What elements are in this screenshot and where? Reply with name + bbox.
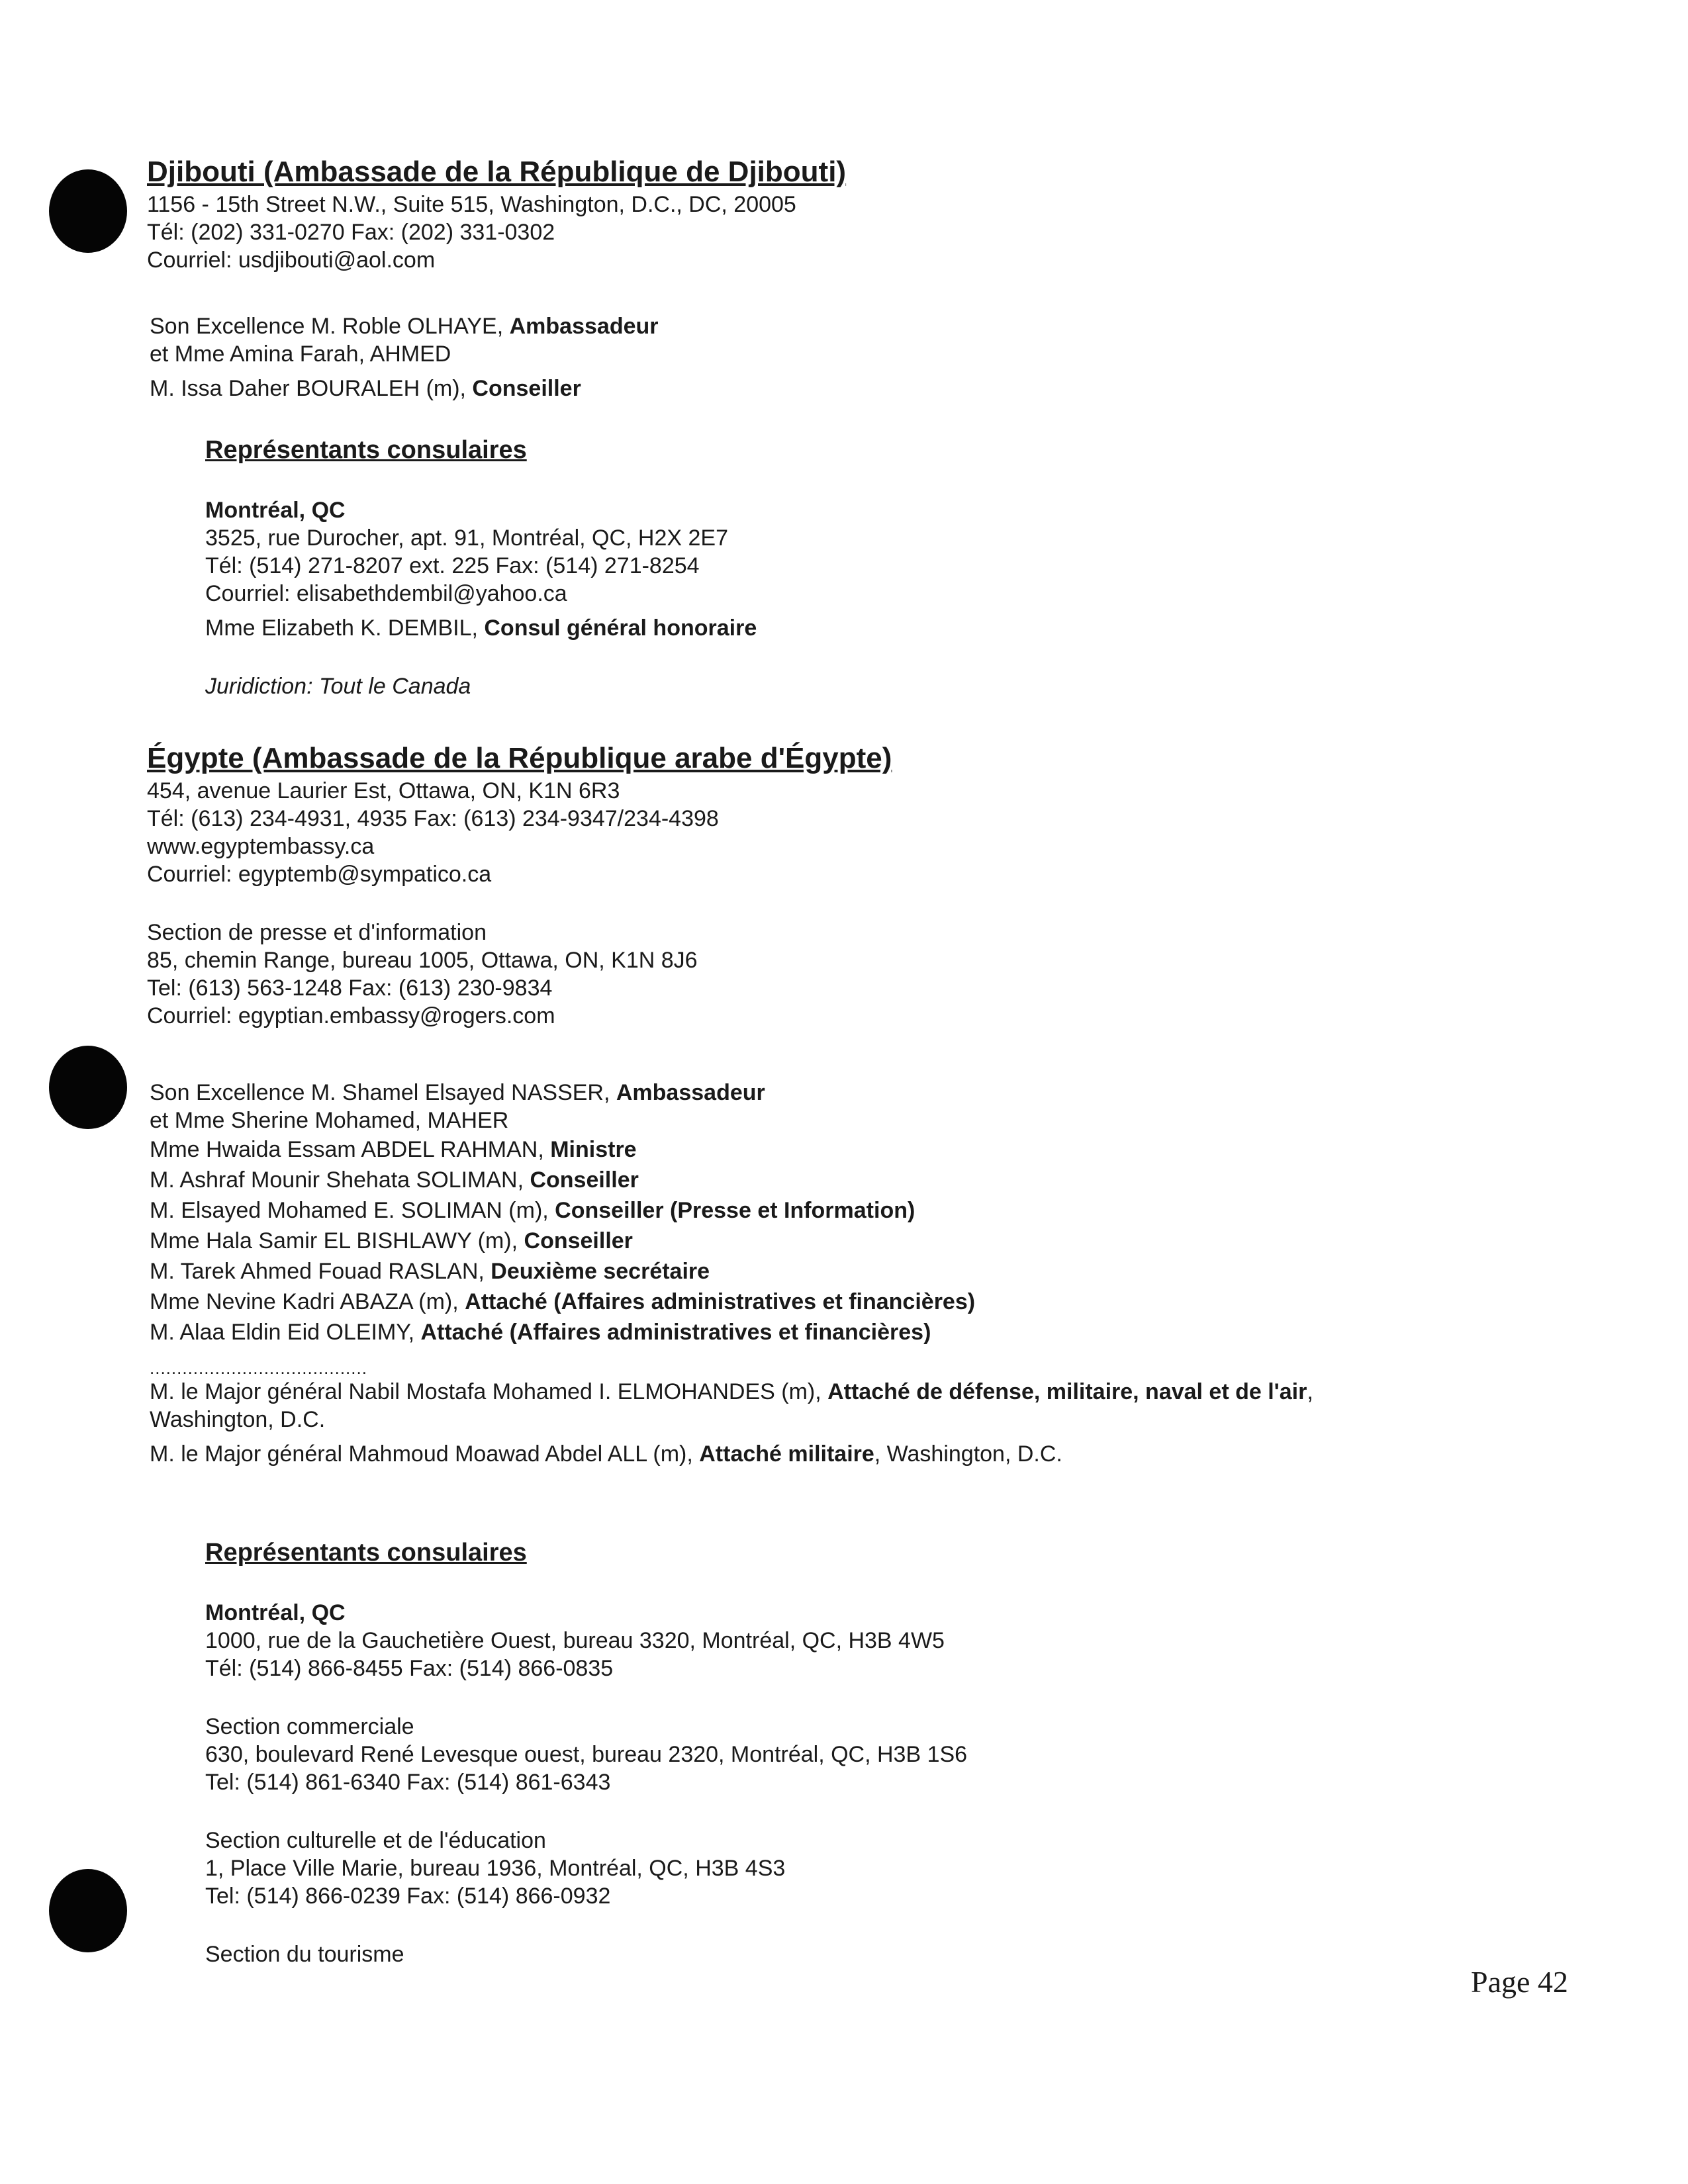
djibouti-email: Courriel: usdjibouti@aol.com [147,248,436,273]
punch-hole-bottom [49,1869,127,1952]
commercial-section-address: 630, boulevard René Levesque ouest, bureau 2320, Montréal, QC, H3B 1S6 [205,1742,968,1767]
djibouti-heading: Djibouti (Ambassade de la République de Djibouti) [147,156,847,188]
egypt-military-list [150,1358,1313,1468]
egypt-address: 454, avenue Laurier Est, Ottawa, ON, K1N 6R3 [147,778,620,803]
egypt-phone: Tél: (613) 234-4931, 4935 Fax: (613) 234-9347/234-4398 [147,806,719,831]
commercial-section-phone: Tel: (514) 861-6340 Fax: (514) 861-6343 [205,1770,611,1795]
staff-entry: et Mme Sherine Mohamed, MAHER [150,1108,509,1133]
staff-entry: et Mme Amina Farah, AHMED [150,341,451,367]
consular-city: Montréal, QC [205,1600,346,1625]
staff-entry: Son Excellence M. Shamel Elsayed NASSER, Ambassadeur [150,1080,765,1105]
consular-contact: Mme Elizabeth K. DEMBIL, Consul général honoraire [205,615,757,641]
staff-entry: Mme Nevine Kadri ABAZA (m), Attaché (Affaires administratives et financières) [150,1289,976,1314]
punch-hole-middle [49,1046,127,1129]
press-section-address: 85, chemin Range, bureau 1005, Ottawa, ON, K1N 8J6 [147,948,698,973]
commercial-section-label: Section commerciale [205,1714,414,1739]
djibouti-phone: Tél: (202) 331-0270 Fax: (202) 331-0302 [147,220,555,245]
staff-entry: Mme Hwaida Essam ABDEL RAHMAN, Ministre [150,1137,637,1162]
press-section-email: Courriel: egyptian.embassy@rogers.com [147,1003,555,1028]
egypt-consular-block [205,1537,967,1968]
consular-email: Courriel: elisabethdembil@yahoo.ca [205,581,567,606]
staff-entry: M. Alaa Eldin Eid OLEIMY, Attaché (Affaires administratives et financières) [150,1320,931,1345]
consular-address: 1000, rue de la Gauchetière Ouest, bureau 3320, Montréal, QC, H3B 4W5 [205,1628,945,1653]
consular-jurisdiction: Juridiction: Tout le Canada [205,674,471,699]
egypt-embassy-block [147,740,892,1030]
cultural-section-phone: Tel: (514) 866-0239 Fax: (514) 866-0932 [205,1884,611,1909]
consular-phone: Tél: (514) 271-8207 ext. 225 Fax: (514) 271-8254 [205,553,700,578]
egypt-email: Courriel: egyptemb@sympatico.ca [147,862,492,887]
egypt-heading: Égypte (Ambassade de la République arabe d'Égypte) [147,742,892,774]
military-entry: M. le Major général Mahmoud Moawad Abdel ALL (m), Attaché militaire, Washington, D.C. [150,1441,1062,1467]
consular-phone: Tél: (514) 866-8455 Fax: (514) 866-0835 [205,1656,614,1681]
consular-heading: Représentants consulaires [205,436,527,464]
military-entry-continued: Washington, D.C. [150,1407,326,1432]
cultural-section-address: 1, Place Ville Marie, bureau 1936, Montréal, QC, H3B 4S3 [205,1856,786,1881]
staff-entry: M. Issa Daher BOURALEH (m), Conseiller [150,376,581,401]
djibouti-staff-list [150,312,659,402]
consular-address: 3525, rue Durocher, apt. 91, Montréal, QC, H2X 2E7 [205,525,728,551]
consular-heading: Représentants consulaires [205,1539,527,1567]
staff-entry: M. Ashraf Mounir Shehata SOLIMAN, Conseiller [150,1167,639,1193]
military-entry: M. le Major général Nabil Mostafa Mohamed I. ELMOHANDES (m), Attaché de défense, militaire, naval et de l'air, [150,1379,1313,1404]
staff-entry: Mme Hala Samir EL BISHLAWY (m), Conseiller [150,1228,633,1253]
staff-entry: M. Tarek Ahmed Fouad RASLAN, Deuxième secrétaire [150,1259,710,1284]
staff-entry: Son Excellence M. Roble OLHAYE, Ambassadeur [150,314,659,339]
cultural-section-label: Section culturelle et de l'éducation [205,1828,546,1853]
punch-hole-top [49,169,127,253]
tourism-section-label: Section du tourisme [205,1942,404,1967]
press-section-label: Section de presse et d'information [147,920,487,945]
egypt-staff-list [150,1079,975,1347]
egypt-website: www.egyptembassy.ca [147,834,375,859]
djibouti-address: 1156 - 15th Street N.W., Suite 515, Washington, D.C., DC, 20005 [147,192,796,217]
page-number: Page 42 [1471,1965,1568,1999]
djibouti-consular-block [205,434,757,700]
consular-city: Montréal, QC [205,498,346,523]
staff-entry: M. Elsayed Mohamed E. SOLIMAN (m), Conseiller (Presse et Information) [150,1198,915,1223]
dotted-separator: ........................................ [150,1358,367,1378]
press-section-phone: Tel: (613) 563-1248 Fax: (613) 230-9834 [147,976,553,1001]
djibouti-embassy-block [147,154,846,274]
